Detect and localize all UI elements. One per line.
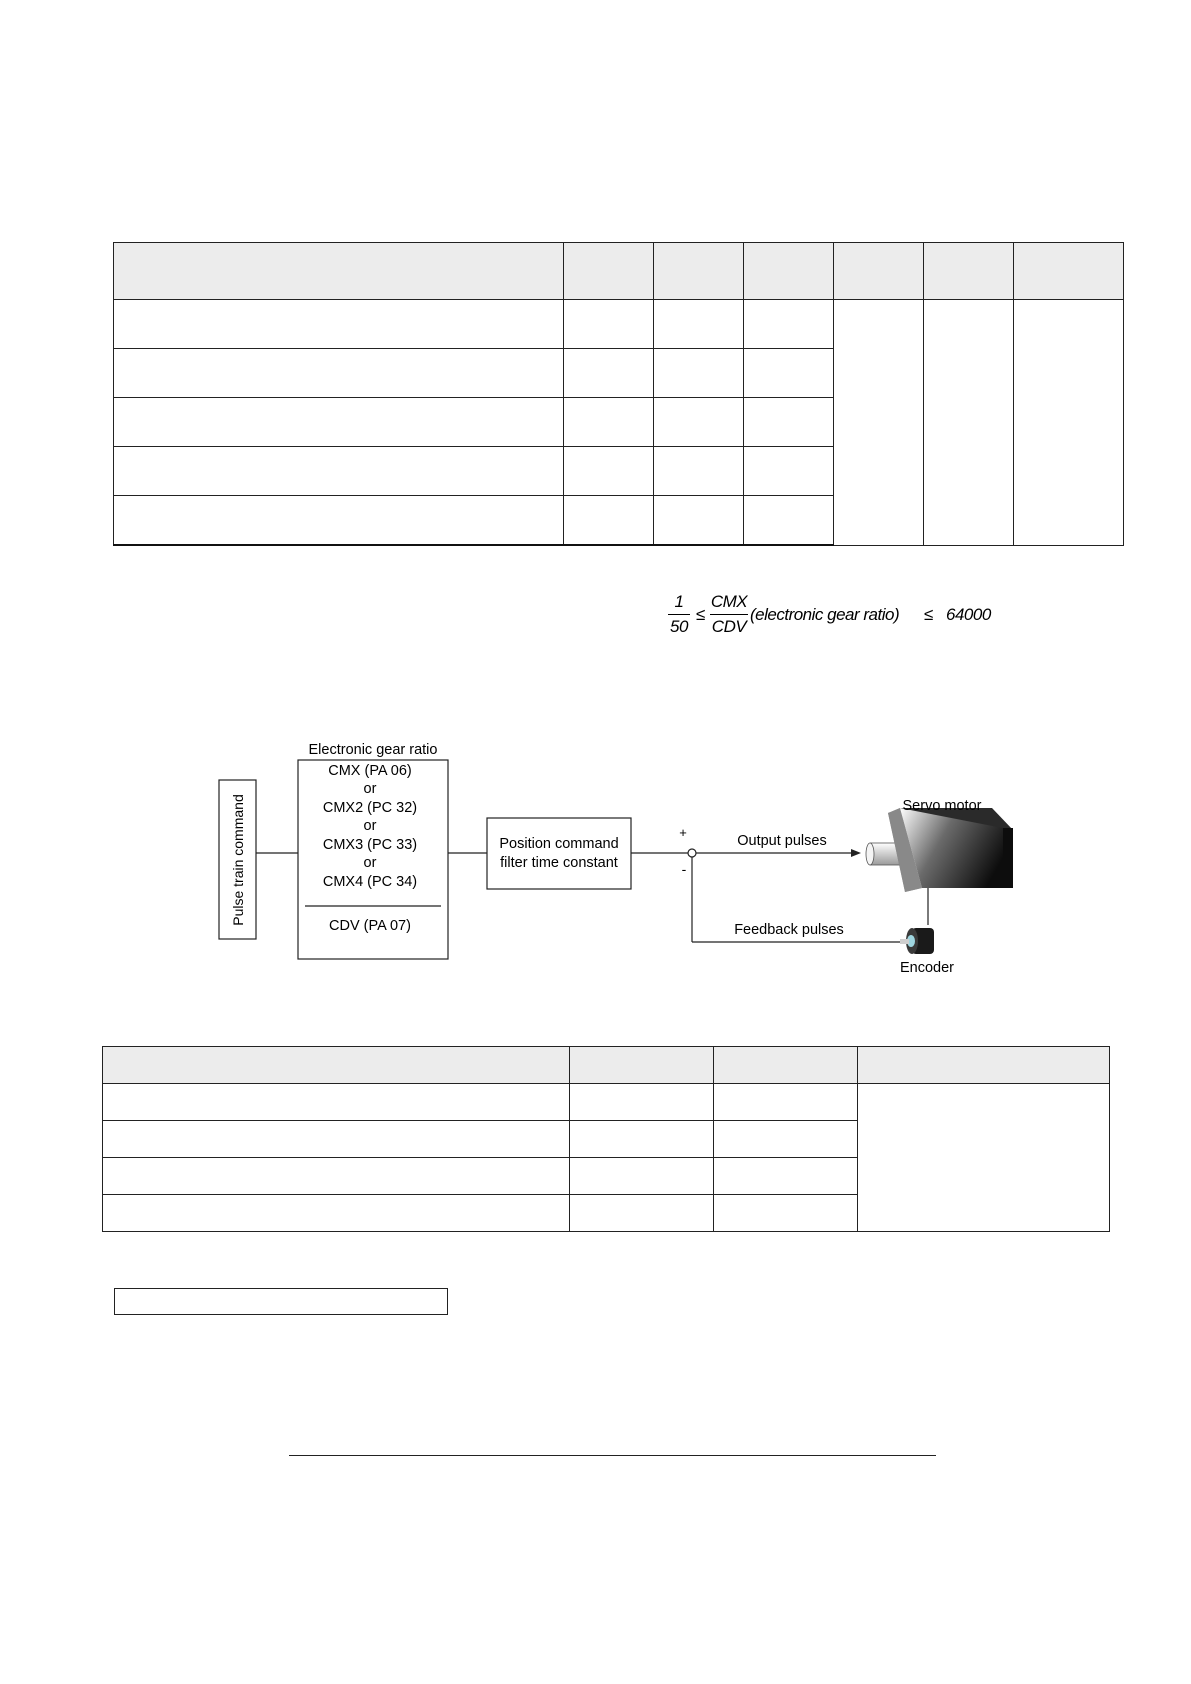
ratio-denominator: CDV	[711, 617, 747, 636]
gear-line: CMX2 (PC 32)	[322, 800, 418, 816]
ratio-numerator: CMX	[710, 592, 748, 611]
table-row	[103, 1084, 1110, 1121]
table-header-row	[103, 1047, 1110, 1084]
output-pulses-label: Output pulses	[737, 833, 827, 849]
gear-divisor: CDV (PA 07)	[329, 918, 411, 934]
gear-line: or	[363, 781, 377, 797]
footer-rule	[289, 1455, 936, 1456]
empty-box	[114, 1288, 448, 1315]
formula-numerator: 1	[674, 592, 684, 611]
gear-line: CMX (PA 06)	[328, 763, 412, 779]
leq-symbol: ≤	[696, 605, 705, 624]
pulse-train-label: Pulse train command	[230, 794, 246, 926]
encoder-icon	[900, 928, 934, 954]
merged-cell	[858, 1084, 1110, 1232]
gear-line: CMX4 (PC 34)	[322, 874, 418, 890]
parameter-table-bottom	[102, 1046, 1110, 1232]
filter-label-line1: Position command	[499, 836, 619, 852]
gear-line: or	[363, 818, 377, 834]
formula-denominator: 50	[670, 617, 688, 636]
summing-junction	[688, 849, 696, 857]
filter-label-line2: filter time constant	[500, 855, 618, 871]
minus-sign: -	[681, 861, 687, 877]
filter-box	[487, 818, 631, 889]
leq-symbol: ≤	[924, 605, 933, 624]
gear-line: or	[363, 855, 377, 871]
feedback-pulses-label: Feedback pulses	[734, 922, 844, 938]
gear-line: CMX3 (PC 33)	[322, 837, 418, 853]
servo-motor-label: Servo motor	[902, 798, 982, 814]
plus-sign: +	[679, 825, 687, 840]
arrow-right-icon	[851, 849, 861, 857]
formula-middle-text: (electronic gear ratio)	[750, 605, 900, 624]
gear-title: Electronic gear ratio	[308, 742, 438, 758]
upper-bound: 64000	[946, 605, 991, 624]
encoder-label: Encoder	[899, 960, 955, 976]
servo-motor-icon	[866, 808, 1013, 892]
